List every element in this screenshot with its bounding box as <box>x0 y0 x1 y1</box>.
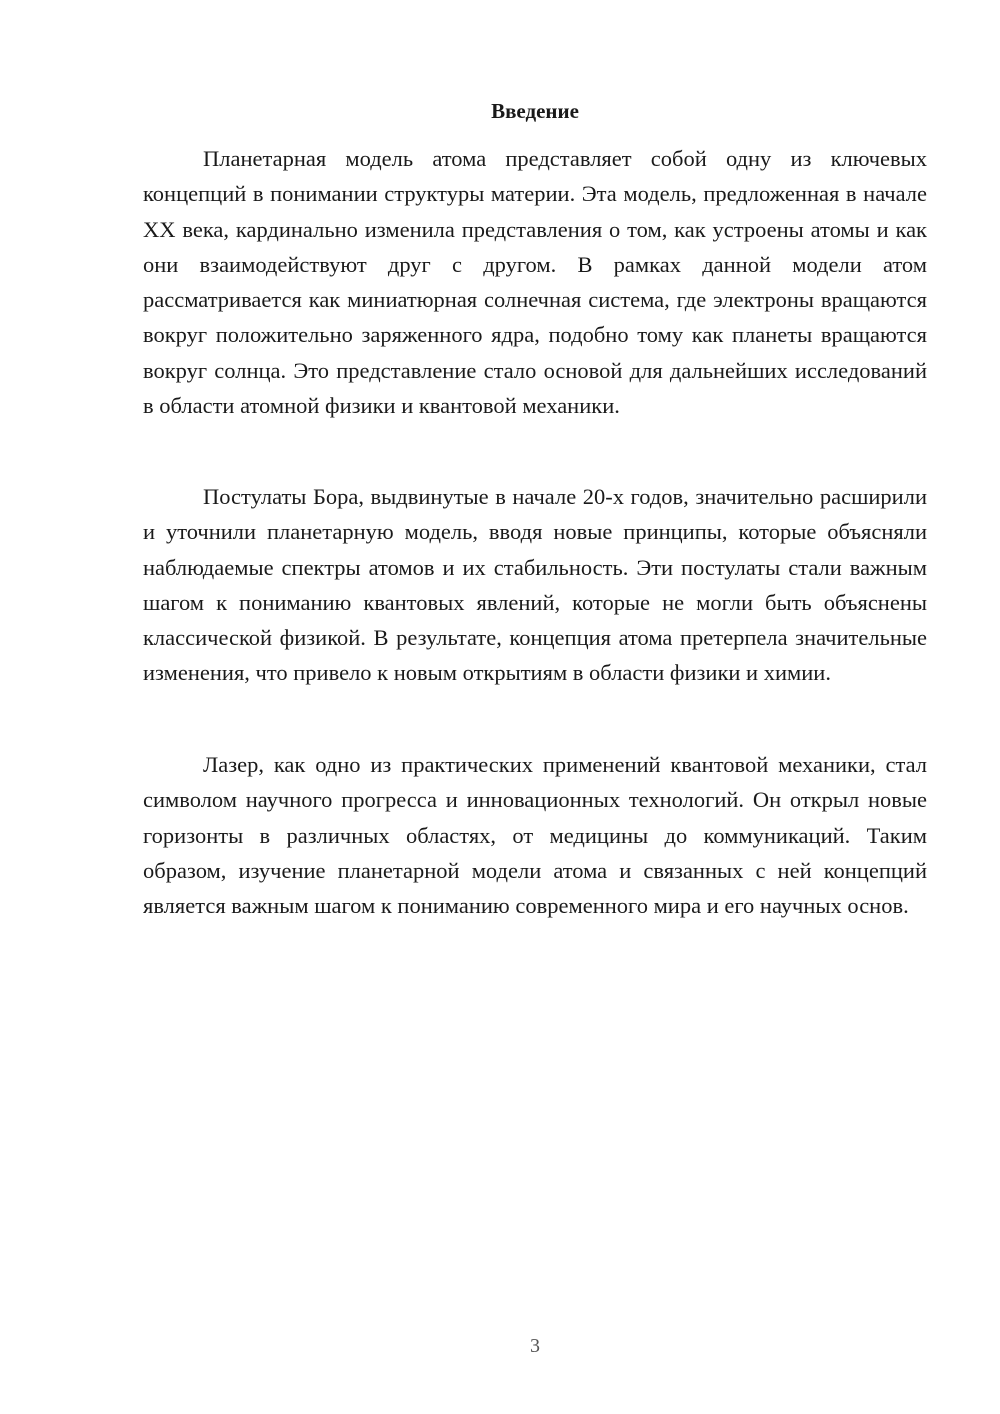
page-number: 3 <box>530 1335 540 1357</box>
paragraph-2: Постулаты Бора, выдвинутые в начале 20-х годов, значительно расширили и уточнили планетарную модель, вводя новые принципы, которые объясняли наблюдаемые спектры атомов и их стабильность. Эти постулаты стали важным шагом к пониманию квантовых явлений, которые не могли быть объяснены классической физикой. В результате, концепция атома претерпела значительные изменения, что привело к новым открытиям в области физики и химии. <box>143 484 927 686</box>
paragraph-3: Лазер, как одно из практических применений квантовой механики, стал символом научного прогресса и инновационных технологий. Он открыл новые горизонты в различных областях, от медицины до коммуникаций. Таким образом, изучение планетарной модели атома и связанных с ней концепций является важным шагом к пониманию современного мира и его научных основ. <box>143 752 927 919</box>
paragraph-1: Планетарная модель атома представляет собой одну из ключевых концепций в понимании структуры материи. Эта модель, предложенная в начале XX века, кардинально изменила представления о том, как устроены атомы и как они взаимодействуют друг с другом. В рамках данной модели атом рассматривается как миниатюрная солнечная система, где электроны вращаются вокруг положительно заряженного ядра, подобно тому как планеты вращаются вокруг солнца. Это представление стало основой для дальнейших исследований в области атомной физики и квантовой механики. <box>143 146 927 419</box>
section-heading: Введение <box>491 99 579 123</box>
